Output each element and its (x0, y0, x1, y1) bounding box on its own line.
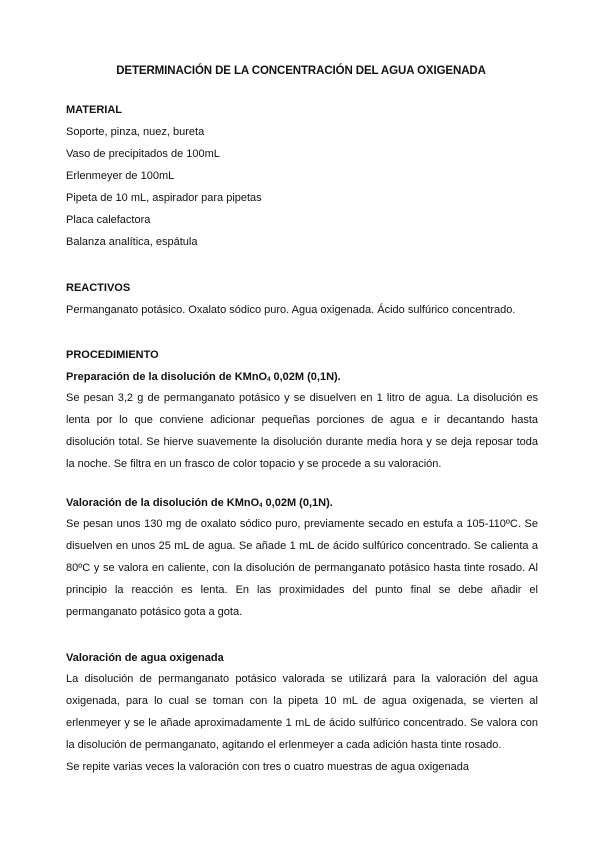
paragraph-line: Se pesan unos 130 mg de oxalato sódico puro, previamente secado en estufa a 105-110ºC. Se (66, 518, 538, 530)
preparacion-paragraph (66, 388, 538, 476)
paragraph-line: lenta por lo que conviene adicionar pequeñas porciones de agua e ir decantando hasta (66, 413, 538, 426)
paragraph-line: Se repite varias veces la valoración con tres o cuatro muestras de agua oxigenada (66, 760, 469, 773)
paragraph-line: La disolución de permanganato potásico valorada se utilizará para la valoración del agua (66, 673, 538, 685)
paragraph-line: oxigenada, para lo cual se toman con la pipeta 10 mL de agua oxigenada, se vierten al (66, 694, 538, 707)
material-item: Vaso de precipitados de 100mL (66, 148, 220, 160)
paragraph-line: la noche. Se filtra en un frasco de color topacio y se procede a su valoración. (66, 457, 442, 470)
paragraph-line: principio la reacción es lenta. En las proximidades del punto final se debe añadir el (66, 583, 538, 596)
material-item: Placa calefactora (66, 214, 151, 226)
procedimiento-heading: PROCEDIMIENTO (66, 349, 159, 361)
paragraph-line: disuelven en unos 25 mL de agua. Se añade 1 mL de ácido sulfúrico concentrado. Se calienta a (66, 539, 538, 552)
paragraph-line: 80ºC y se valora en caliente, con la disolución de permanganato potásico hasta tinte rosado. Al (66, 561, 538, 574)
material-item: Balanza analítica, espátula (66, 236, 198, 248)
valoracion-kmno4-paragraph (66, 514, 538, 624)
valoracion-agua-subheading: Valoración de agua oxigenada (66, 652, 224, 664)
material-heading: MATERIAL (66, 104, 123, 116)
paragraph-line: erlenmeyer y se le añade aproximadamente 1 mL de ácido sulfúrico concentrado. Se valora con (66, 716, 538, 729)
material-item: Soporte, pinza, nuez, bureta (66, 126, 205, 138)
reactivos-heading: REACTIVOS (66, 282, 131, 294)
paragraph-line: permanganato potásico gota a gota. (66, 605, 243, 618)
paragraph-line: la disolución de permanganato, agitando el erlenmeyer a cada adición hasta tinte rosado. (66, 738, 502, 751)
valoracion-kmno4-subheading: Valoración de la disolución de KMnO$_4$ 0,02M (0,1N). (66, 497, 333, 509)
paragraph-line: disolución total. Se hierve suavemente la disolución durante media hora y se deja reposar toda (66, 435, 538, 448)
reactivos-text: Permanganato potásico. Oxalato sódico puro. Agua oxigenada. Ácido sulfúrico concentrado. (66, 304, 516, 316)
paragraph-line: Se pesan 3,2 g de permanganato potásico y se disuelven en 1 litro de agua. La disolución es (66, 392, 538, 404)
material-item: Pipeta de 10 mL, aspirador para pipetas (66, 192, 262, 204)
document-title: DETERMINACIÓN DE LA CONCENTRACIÓN DEL AGUA OXIGENADA (116, 65, 486, 77)
material-item: Erlenmeyer de 100mL (66, 170, 175, 182)
preparacion-subheading: Preparación de la disolución de KMnO$_4$ 0,02M (0,1N). (66, 371, 341, 383)
valoracion-agua-paragraph (66, 669, 538, 779)
